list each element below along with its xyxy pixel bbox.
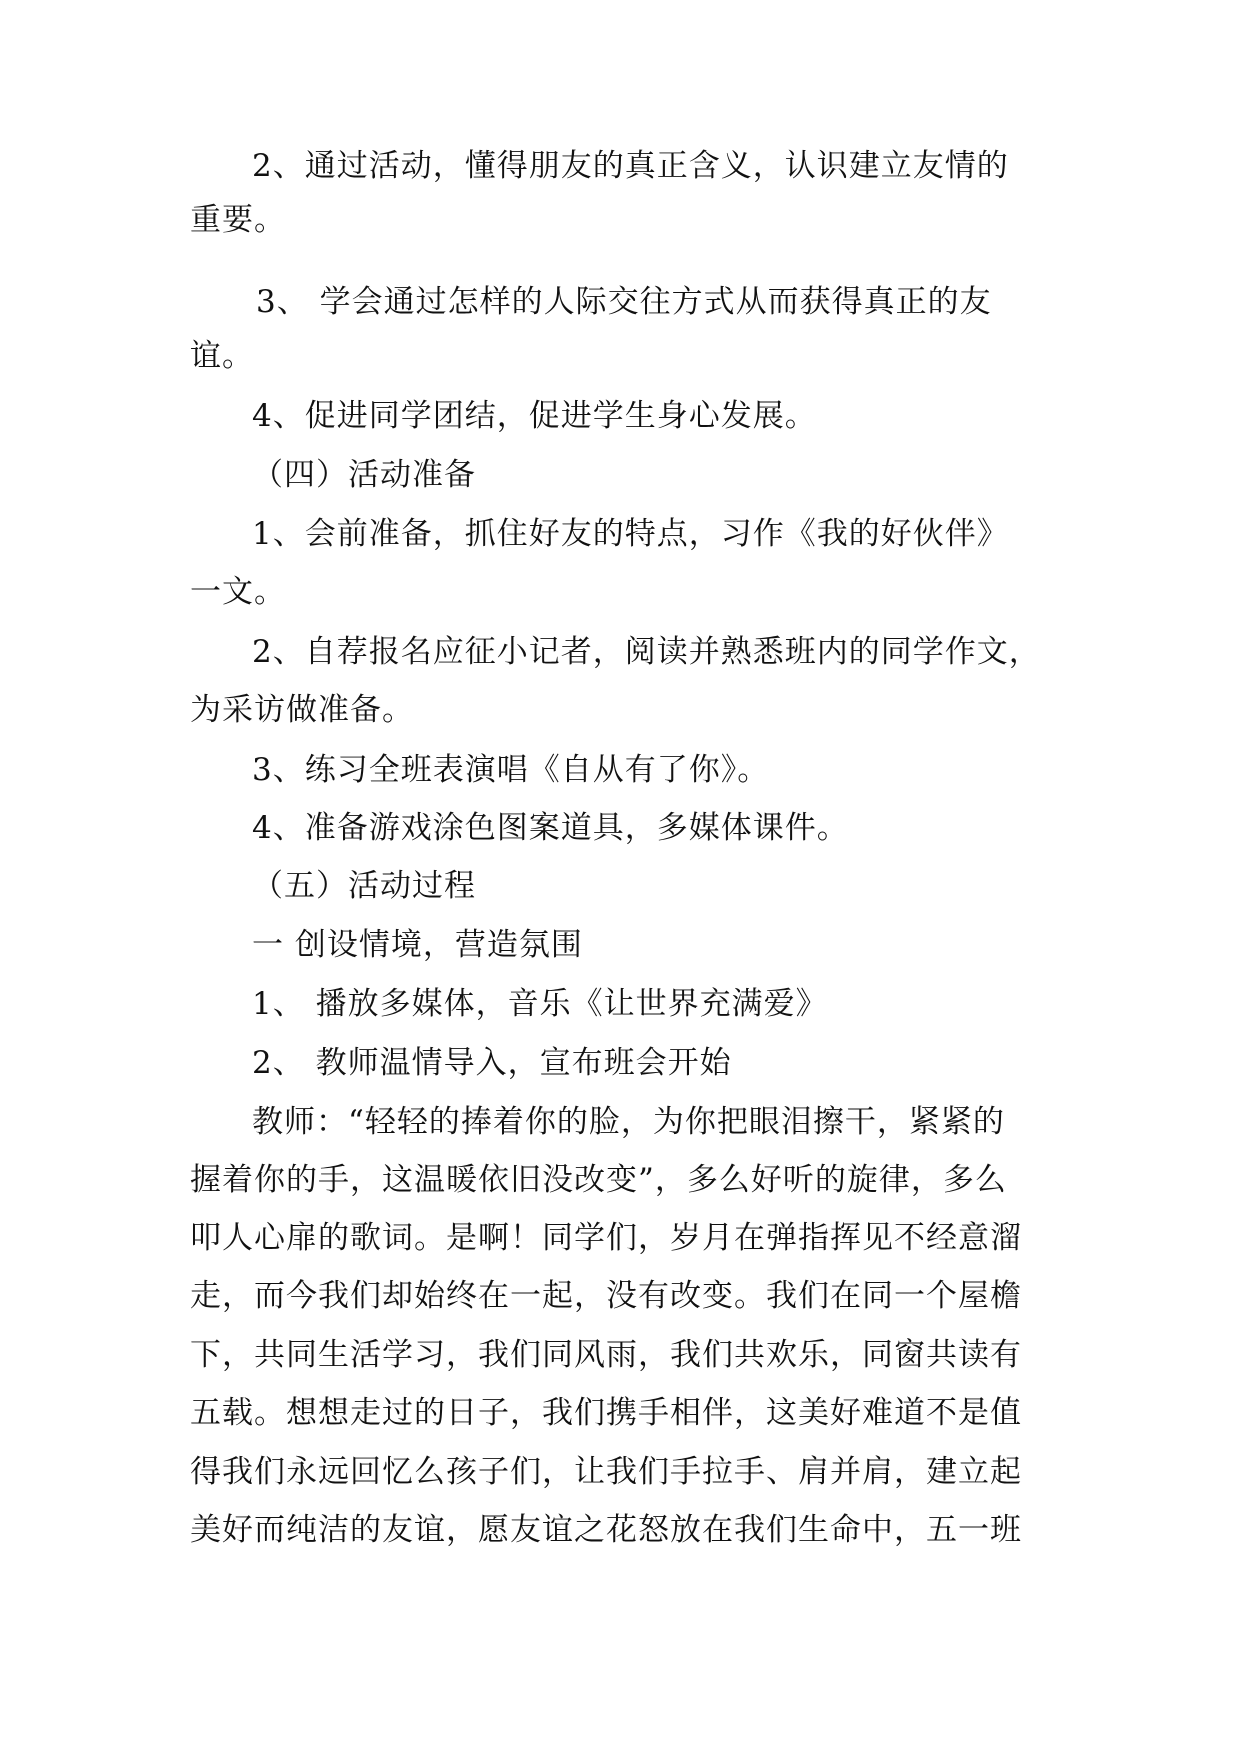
body-line: 3、 学会通过怎样的人际交往方式从而获得真正的友	[256, 284, 992, 320]
body-line: 叩人心扉的歌词。是啊！同学们，岁月在弹指挥见不经意溜	[190, 1220, 1022, 1256]
body-line: 握着你的手，这温暖依旧没改变”，多么好听的旋律，多么	[190, 1162, 1007, 1198]
body-line: 1、会前准备，抓住好友的特点，习作《我的好伙伴》	[252, 516, 1009, 552]
body-line: 2、 教师温情导入，宣布班会开始	[252, 1045, 732, 1081]
body-line: 1、 播放多媒体，音乐《让世界充满爱》	[252, 986, 828, 1022]
body-line: 美好而纯洁的友谊，愿友谊之花怒放在我们生命中，五一班	[190, 1512, 1022, 1548]
section-heading: （五）活动过程	[252, 868, 476, 904]
body-line: 得我们永远回忆么孩子们，让我们手拉手、肩并肩，建立起	[190, 1454, 1022, 1490]
body-line: 4、促进同学团结，促进学生身心发展。	[252, 398, 817, 434]
body-line: 4、准备游戏涂色图案道具，多媒体课件。	[252, 810, 849, 846]
body-line: 为采访做准备。	[190, 692, 414, 728]
section-heading: （四）活动准备	[252, 457, 476, 493]
body-line: 一文。	[190, 574, 286, 610]
body-line: 教师：“轻轻的捧着你的脸，为你把眼泪擦干，紧紧的	[252, 1104, 1005, 1140]
body-line: 重要。	[190, 202, 286, 238]
body-line: 谊。	[190, 338, 254, 374]
body-line: 2、自荐报名应征小记者，阅读并熟悉班内的同学作文，	[252, 634, 1041, 670]
body-line: 3、练习全班表演唱《自从有了你》。	[252, 752, 770, 788]
body-line: 下，共同生活学习，我们同风雨，我们共欢乐，同窗共读有	[190, 1337, 1022, 1373]
body-line: 走，而今我们却始终在一起，没有改变。我们在同一个屋檐	[190, 1278, 1022, 1314]
body-line: 五载。想想走过的日子，我们携手相伴，这美好难道不是值	[190, 1395, 1022, 1431]
body-line: 2、通过活动，懂得朋友的真正含义，认识建立友情的	[252, 148, 1009, 184]
body-line: 一 创设情境，营造氛围	[252, 927, 583, 963]
